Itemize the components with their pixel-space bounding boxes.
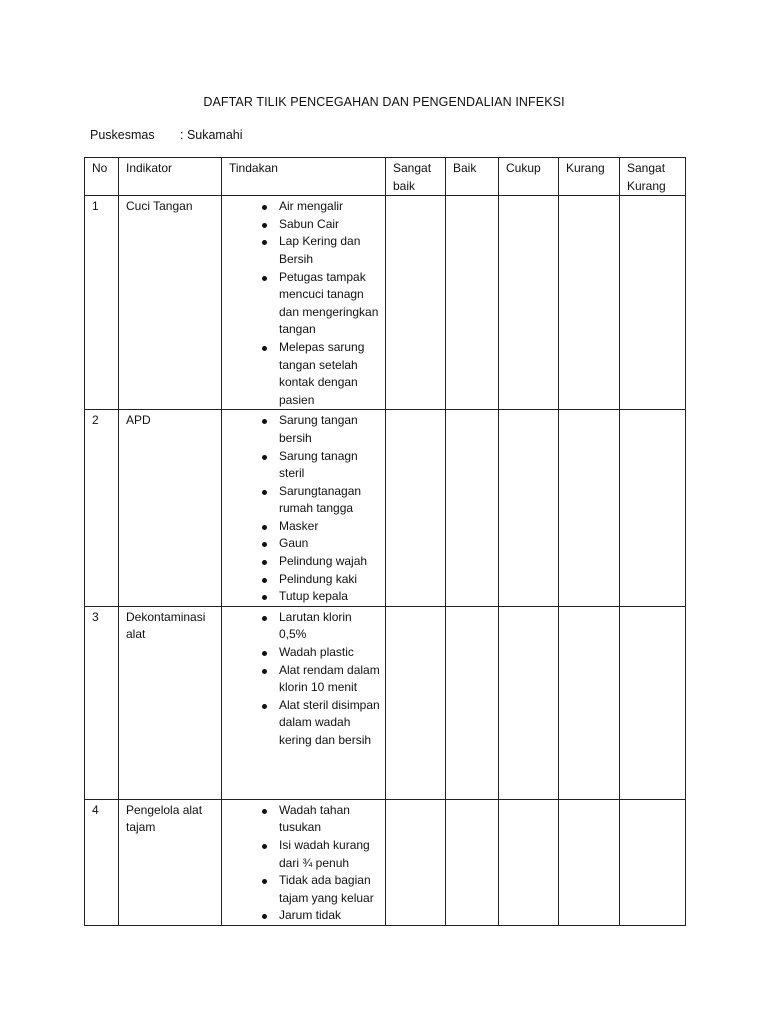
puskesmas-value: : Sukamahi: [180, 128, 243, 142]
rating-cell-sangat-kurang[interactable]: [620, 410, 686, 607]
list-item: Sarungtanagan rumah tangga: [279, 483, 380, 518]
row-indikator: Dekontaminasi alat: [119, 606, 222, 799]
list-item: Sabun Cair: [279, 216, 380, 234]
list-item: Isi wadah kurang dari ¾ penuh: [279, 837, 380, 872]
rating-cell-sangat-kurang[interactable]: [620, 196, 686, 410]
list-item: Air mengalir: [279, 198, 380, 216]
list-item: Petugas tampak mencuci tanagn dan mengeringkan tangan: [279, 269, 380, 339]
header-sangat-kurang: Sangat Kurang: [620, 158, 686, 196]
rating-cell-baik[interactable]: [446, 196, 499, 410]
list-item: Lap Kering dan Bersih: [279, 233, 380, 268]
row-number: 4: [85, 799, 119, 925]
list-item: Sarung tangan bersih: [279, 412, 380, 447]
list-item: Wadah plastic: [279, 644, 380, 662]
puskesmas-row: [90, 128, 243, 142]
header-indikator: Indikator: [119, 158, 222, 196]
header-row: [85, 158, 686, 196]
rating-cell-sangat-kurang[interactable]: [620, 606, 686, 799]
list-item: Wadah tahan tusukan: [279, 802, 380, 837]
list-item: Gaun: [279, 535, 380, 553]
rating-cell-kurang[interactable]: [559, 196, 620, 410]
rating-cell-sangat-baik[interactable]: [386, 606, 446, 799]
row-tindakan: [222, 606, 386, 799]
row-indikator: Pengelola alat tajam: [119, 799, 222, 925]
list-item: Alat steril disimpan dalam wadah kering dan bersih: [279, 697, 380, 750]
rating-cell-kurang[interactable]: [559, 799, 620, 925]
row-number: 2: [85, 410, 119, 607]
list-item: Tutup kepala: [279, 588, 380, 606]
tindakan-list: [229, 198, 380, 409]
table-row: [85, 196, 686, 410]
list-item: Pelindung kaki: [279, 571, 380, 589]
rating-cell-sangat-baik[interactable]: [386, 799, 446, 925]
list-item: Masker: [279, 518, 380, 536]
list-item: Melepas sarung tangan setelah kontak dengan pasien: [279, 339, 380, 409]
rating-cell-sangat-baik[interactable]: [386, 196, 446, 410]
tindakan-list: [229, 802, 380, 925]
rating-cell-kurang[interactable]: [559, 606, 620, 799]
rating-cell-baik[interactable]: [446, 606, 499, 799]
list-item: Larutan klorin 0,5%: [279, 609, 380, 644]
puskesmas-label: Puskesmas: [90, 128, 155, 142]
table-row: [85, 799, 686, 925]
rating-cell-cukup[interactable]: [499, 410, 559, 607]
checklist-table: [84, 157, 686, 926]
rating-cell-baik[interactable]: [446, 410, 499, 607]
tindakan-list: [229, 609, 380, 750]
row-tindakan: [222, 196, 386, 410]
document-title: DAFTAR TILIK PENCEGAHAN DAN PENGENDALIAN INFEKSI: [203, 95, 565, 109]
rating-cell-cukup[interactable]: [499, 196, 559, 410]
header-cukup: Cukup: [499, 158, 559, 196]
list-item: Pelindung wajah: [279, 553, 380, 571]
list-item: Tidak ada bagian tajam yang keluar: [279, 872, 380, 907]
row-indikator: APD: [119, 410, 222, 607]
header-kurang: Kurang: [559, 158, 620, 196]
row-indikator: Cuci Tangan: [119, 196, 222, 410]
rating-cell-kurang[interactable]: [559, 410, 620, 607]
row-number: 3: [85, 606, 119, 799]
rating-cell-baik[interactable]: [446, 799, 499, 925]
list-item: Jarum tidak: [279, 907, 380, 925]
tindakan-list: [229, 412, 380, 606]
row-number: 1: [85, 196, 119, 410]
header-baik: Baik: [446, 158, 499, 196]
table-row: [85, 606, 686, 799]
rating-cell-sangat-kurang[interactable]: [620, 799, 686, 925]
rating-cell-cukup[interactable]: [499, 606, 559, 799]
header-no: No: [85, 158, 119, 196]
rating-cell-cukup[interactable]: [499, 799, 559, 925]
rating-cell-sangat-baik[interactable]: [386, 410, 446, 607]
header-sangat-baik: Sangat baik: [386, 158, 446, 196]
row-tindakan: [222, 410, 386, 607]
row-tindakan: [222, 799, 386, 925]
list-item: Alat rendam dalam klorin 10 menit: [279, 662, 380, 697]
header-tindakan: Tindakan: [222, 158, 386, 196]
table-row: [85, 410, 686, 607]
list-item: Sarung tanagn steril: [279, 448, 380, 483]
